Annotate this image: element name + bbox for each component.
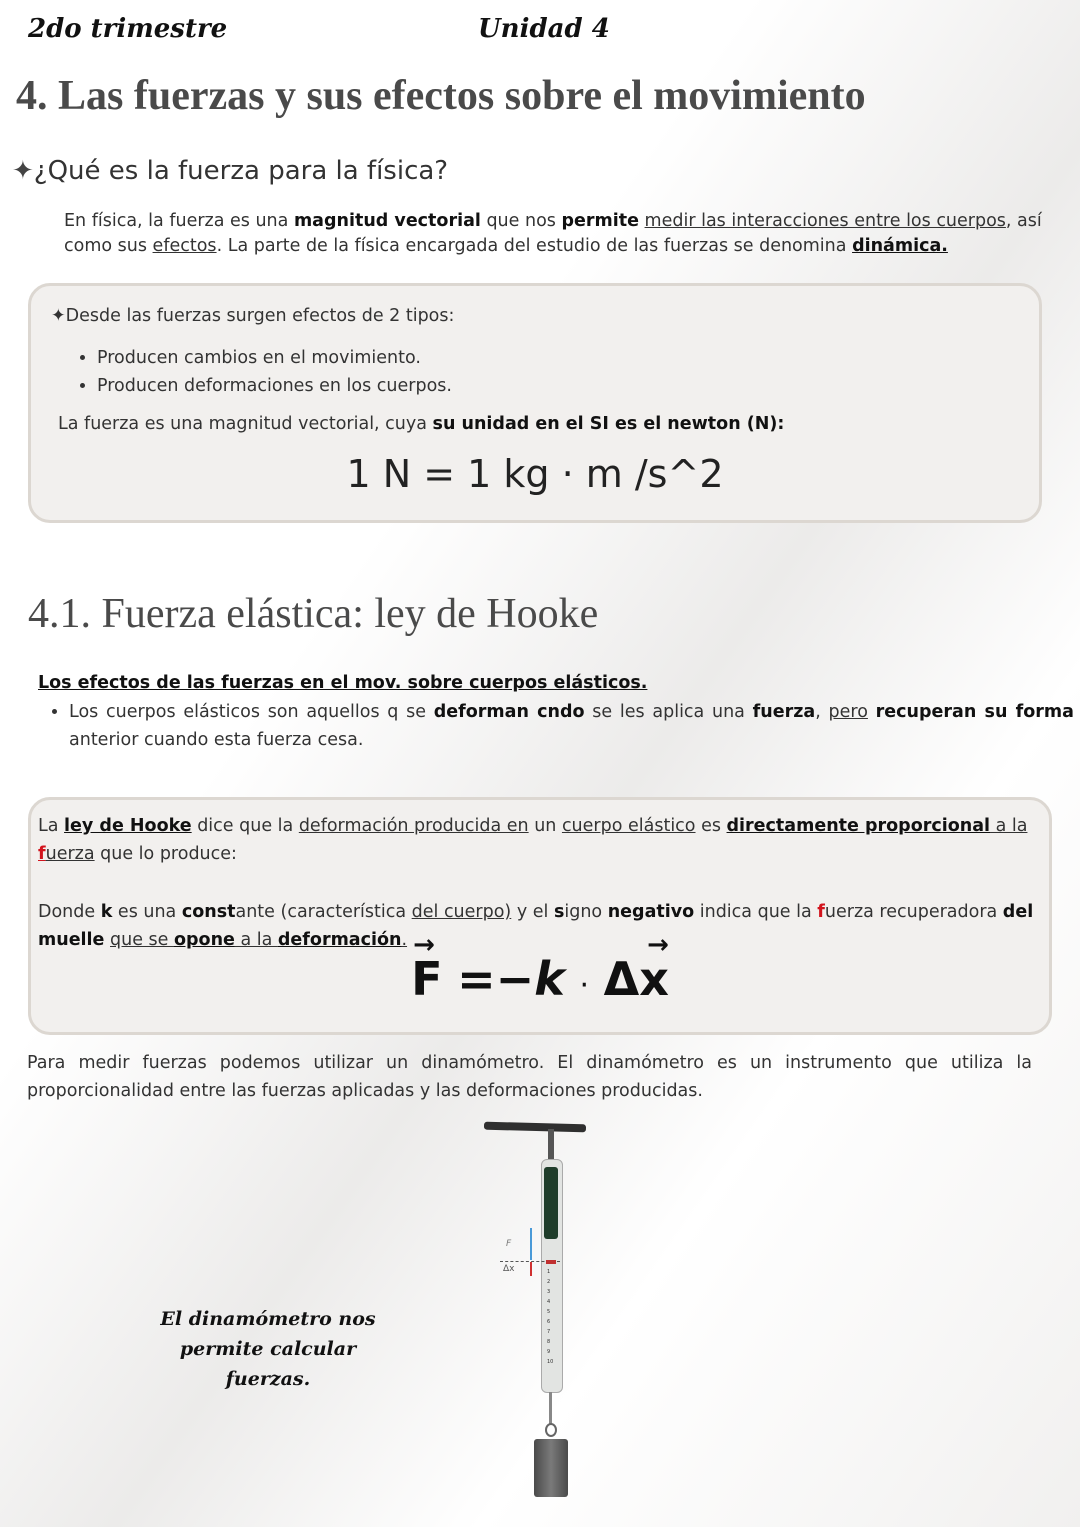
section2-heading: 4.1. Fuerza elástica: ley de Hooke [28,591,599,637]
displacement-arrow-icon [530,1262,532,1276]
text-segment: efectos [152,236,217,256]
text-segment: La fuerza es una magnitud vectorial, cuya [58,414,433,434]
hook-top [548,1129,554,1159]
text-segment: , [815,702,829,722]
text-segment: pero [828,702,868,722]
text-segment: recuperan su forma [875,702,1074,722]
text-segment: a la [234,930,278,950]
scale-tick: 4 [547,1299,551,1305]
text-segment: negativo [607,902,695,922]
text-segment: f [817,902,825,922]
text-segment: a la [990,816,1028,836]
text-segment: opone [174,930,235,950]
dx-label: Δx [503,1264,515,1274]
hooke-definition [38,812,1046,868]
text-segment: s [553,902,565,922]
effects-box [28,283,1042,523]
hooke-explanation [38,898,1046,954]
top-bar [484,1122,586,1133]
equals-minus: =− [457,952,535,1006]
force-vector: → F [411,930,443,1006]
scale-tick: 7 [547,1329,551,1335]
header-unit: Unidad 4 [478,14,610,44]
text-segment: . La parte de la física encargada del estudio de las fuerzas se denomina [216,236,853,256]
section1-heading-text: ¿Qué es la fuerza para la física? [33,156,449,186]
text-segment: anterior cuando esta fuerza cesa. [69,730,364,750]
dot-operator: · [579,968,589,1003]
dynamometer-figure [470,1115,610,1505]
weight [534,1439,568,1497]
text-segment: y el [511,902,554,922]
text-segment: su unidad en el SI es el newton (N): [432,414,785,434]
elastic-list-item [69,698,1074,754]
text-segment: es una [112,902,182,922]
hook-bottom [545,1423,557,1437]
scale [547,1267,553,1367]
text-segment: fuerza [752,702,816,722]
rod [549,1392,552,1424]
star-icon: ✦ [12,156,34,186]
scale-tick: 8 [547,1339,551,1345]
section1-heading [12,156,448,186]
text-segment: uerza [45,844,95,864]
section1-paragraph [64,209,1054,259]
effects-list [65,344,452,400]
text-segment: que se [110,930,174,950]
scale-tick: 1 [547,1269,551,1275]
text-segment: const [181,902,236,922]
text-segment: . [401,930,408,950]
text-segment: igno [564,902,608,922]
scale-tick: 6 [547,1319,551,1325]
text-segment: k [100,902,113,922]
scale-tick: 10 [547,1359,554,1365]
text-segment: que lo produce: [94,844,237,864]
text-segment: magnitud vectorial [293,211,481,231]
elastic-list [38,698,1074,754]
text-segment: indica que la [694,902,818,922]
section2-subtitle: Los efectos de las fuerzas en el mov. sobre cuerpos elásticos. [38,673,648,693]
text-segment: del cuerpo) [411,902,512,922]
text-segment: del muelle [38,902,1034,950]
effects-list-item: • Producen deformaciones en los cuerpos. [97,372,452,400]
scale-tick: 2 [547,1279,551,1285]
page-title: 4. Las fuerzas y sus efectos sobre el movimiento [16,73,866,119]
delta-x-symbol: Δx [603,952,669,1006]
hooke-box [28,797,1052,1035]
force-label: F [506,1239,512,1249]
text-segment: En física, la fuerza es una [64,211,294,231]
text-segment: deforman cndo [433,702,585,722]
effects-list-item: • Producen cambios en el movimiento. [97,344,452,372]
text-segment: cuerpo elástico [561,816,696,836]
force-symbol: F [411,952,443,1006]
text-segment: uerza recuperadora [824,902,1003,922]
text-segment: Los cuerpos elásticos son aquellos q se [69,702,434,722]
force-arrow-icon [530,1228,532,1260]
text-segment: un [528,816,562,836]
text-segment: Donde [38,902,101,922]
scale-tick: 9 [547,1349,551,1355]
text-segment [868,702,876,722]
indicator-mark [546,1260,556,1264]
unit-text [58,412,784,437]
text-segment: ley de Hooke [64,816,192,836]
text-segment: dinámica. [852,236,948,256]
text-segment: deformación [277,930,402,950]
text-segment: dice que la [191,816,299,836]
newton-formula: 1 N = 1 kg · m /s^2 [346,452,724,496]
text-segment: f [38,844,46,864]
header-term: 2do trimestre [28,14,228,44]
text-segment: , así como sus [64,211,1042,256]
dynamometer-paragraph: Para medir fuerzas podemos utilizar un dinamómetro. El dinamómetro es un instrumento que utiliza la proporcionalidad entre las fuerzas aplicadas y las deformaciones producidas. [27,1053,1032,1101]
text-segment: se les aplica una [584,702,753,722]
scale-tick: 3 [547,1289,551,1295]
text-segment: es [695,816,727,836]
handwritten-note: El dinamómetro nos permite calcular fuerzas. [160,1308,376,1390]
text-segment: que nos [480,211,562,231]
text-segment: La [38,816,65,836]
effects-intro: ✦Desde las fuerzas surgen efectos de 2 tipos: [51,306,455,326]
k-symbol: k [534,952,565,1006]
text-segment: ante (característica [235,902,412,922]
scale-tick: 5 [547,1309,551,1315]
text-segment: permite [561,211,639,231]
text-segment: deformación producida en [298,816,529,836]
displacement-vector: → Δx [603,930,669,1006]
text-segment: directamente proporcional [726,816,991,836]
text-segment: medir las interacciones entre los cuerpos [644,211,1006,231]
green-sleeve [544,1167,558,1239]
